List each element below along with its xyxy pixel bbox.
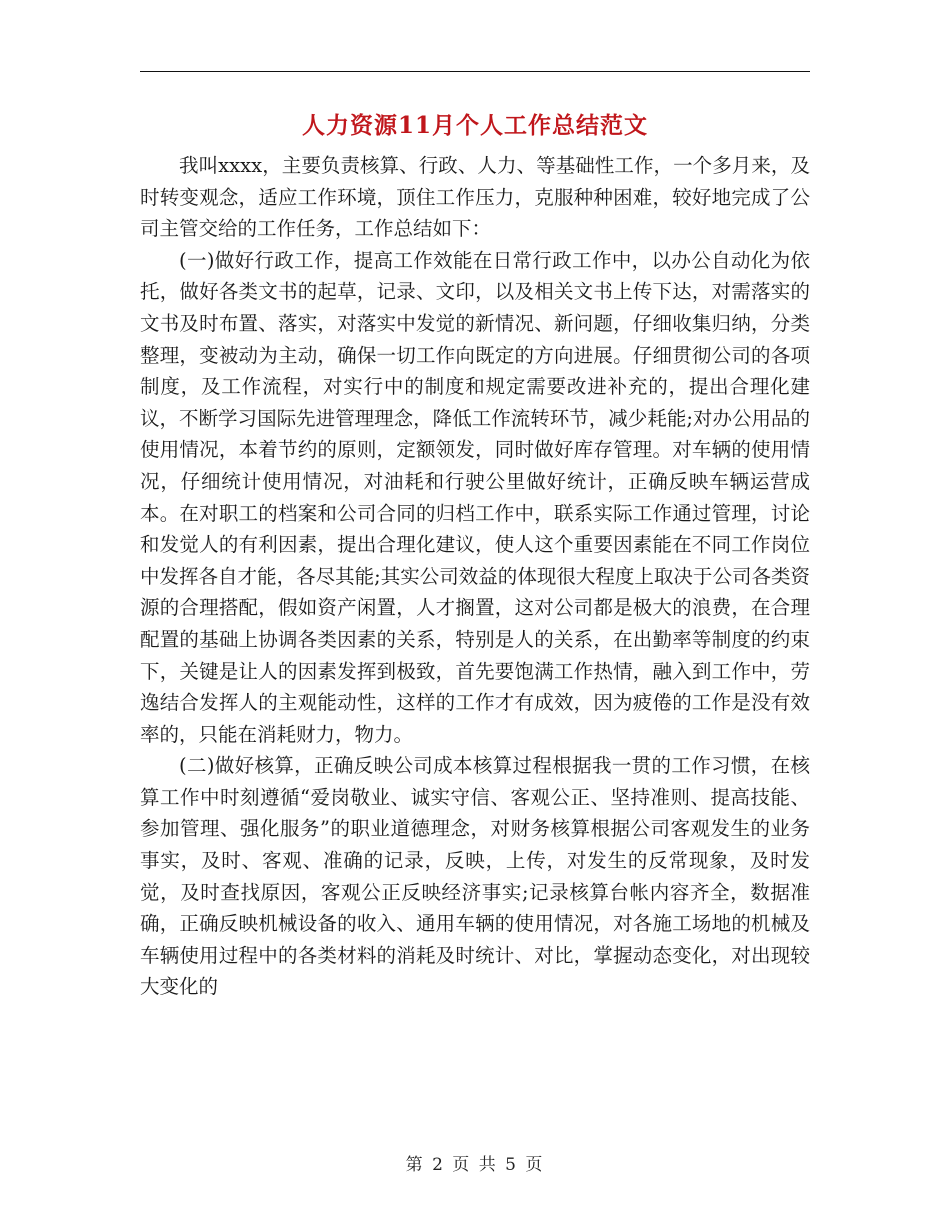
document-body bbox=[140, 150, 810, 1003]
header-rule bbox=[140, 71, 810, 72]
document-title: 人力资源11月个人工作总结范文 bbox=[301, 112, 648, 139]
paragraph-accounting: (二)做好核算，正确反映公司成本核算过程根据我一贯的工作习惯，在核算工作中时刻遵循“爱岗敬业、诚实守信、客观公正、坚持准则、提高技能、参加管理、强化服务”的职业道德理念，对财务核算根据公司客观发生的业务事实，及时、客观、准确的记录，反映，上传，对发生的反常现象，及时发觉，及时查找原因，客观公正反映经济事实;记录核算台帐内容齐全，数据准确，正确反映机械设备的收入、通用车辆的使用情况，对各施工场地的机械及车辆使用过程中的各类材料的消耗及时统计、对比，掌握动态变化，对出现较大变化的 bbox=[140, 754, 810, 999]
paragraph-intro: 我叫xxxx，主要负责核算、行政、人力、等基础性工作，一个多月来，及时转变观念，适应工作环境，顶住工作压力，克服种种困难，较好地完成了公司主管交给的工作任务，工作总结如下： bbox=[140, 154, 810, 241]
page-number-footer: 第 2 页 共 5 页 bbox=[405, 1155, 545, 1175]
paragraph-administration: (一)做好行政工作，提高工作效能在日常行政工作中，以办公自动化为依托，做好各类文书的起草，记录、文印，以及相关文书上传下达，对需落实的文书及时布置、落实，对落实中发觉的新情况、新问题，仔细收集归纳，分类整理，变被动为主动，确保一切工作向既定的方向进展。仔细贯彻公司的各项制度，及工作流程，对实行中的制度和规定需要改进补充的，提出合理化建议，不断学习国际先进管理理念，降低工作流转环节，减少耗能;对办公用品的使用情况，本着节约的原则，定额领发，同时做好库存管理。对车辆的使用情况，仔细统计使用情况，对油耗和行驶公里做好统计，正确反映车辆运营成本。在对职工的档案和公司合同的归档工作中，联系实际工作通过管理，讨论和发觉人的有利因素，提出合理化建议，使人这个重要因素能在不同工作岗位中发挥各自才能，各尽其能;其实公司效益的体现很大程度上取决于公司各类资源的合理搭配，假如资产闲置，人才搁置，这对公司都是极大的浪费，在合理配置的基础上协调各类因素的关系，特别是人的关系，在出勤率等制度的约束下，关键是让人的因素发挥到极致，首先要饱满工作热情，融入到工作中，劳逸结合发挥人的主观能动性，这样的工作才有成效，因为疲倦的工作是没有效率的，只能在消耗财力，物力。 bbox=[140, 248, 810, 746]
